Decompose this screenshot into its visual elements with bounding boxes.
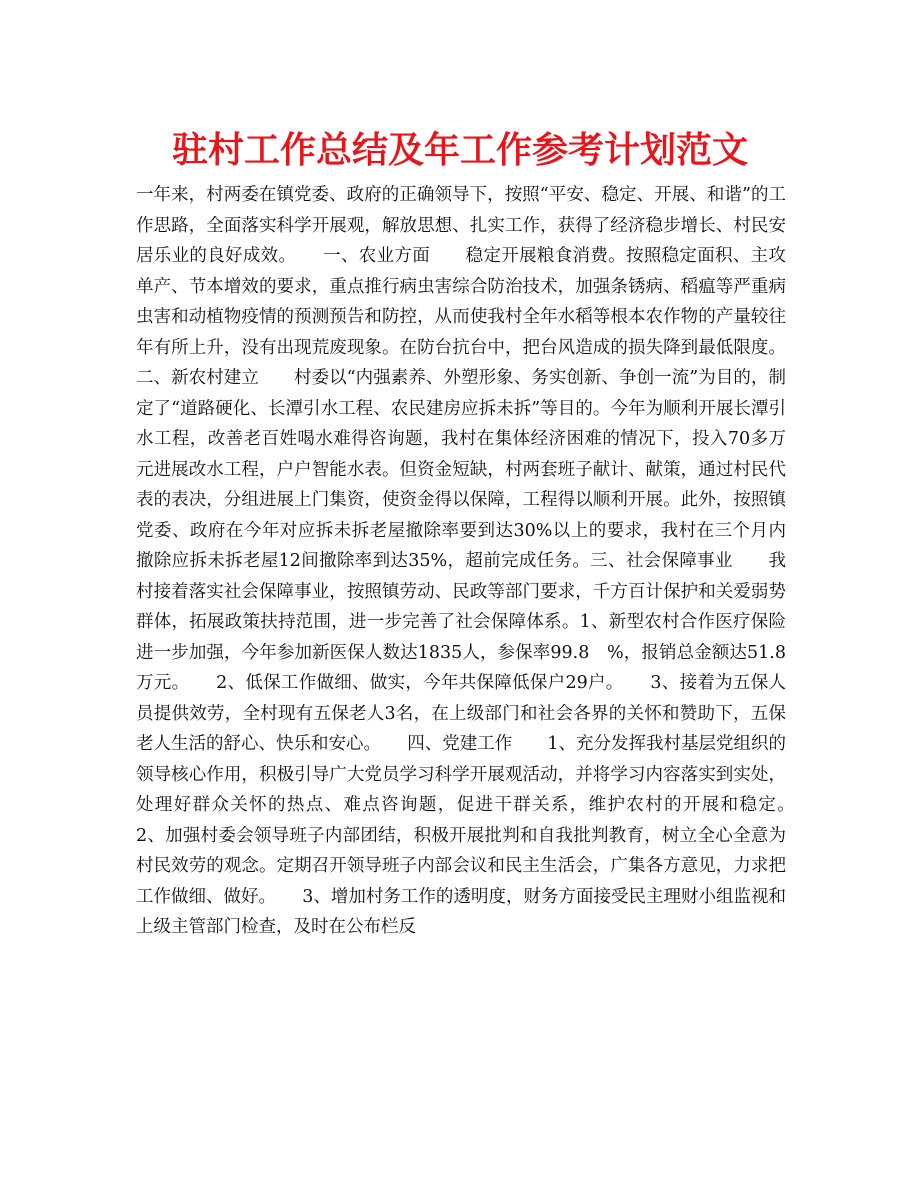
document-body-text: 一年来，村两委在镇党委、政府的正确领导下，按照“平安、稳定、开展、和谐”的工作思路，全面落实科学开展观，解放思想、扎实工作，获得了经济稳步增长、村民安居乐业的良好成效。 一、农业方面 稳定开展粮食消费。按照稳定面积、主攻单产、节本增效的要求，重点推行病虫害综合防治技术，加强条锈病、稻瘟等严重病虫害和动植物疫情的预测预告和防控，从而使我村全年水稻等根本农作物的产量较往年有所上升，没有出现荒废现象。在防台抗台中，把台风造成的损失降到最低限度。二、新农村建立 村委以“内强素养、外塑形象、务实创新、争创一流”为目的，制定了“道路硬化、长潭引水工程、农民建房应拆未拆”等目的。今年为顺利开展长潭引水工程，改善老百姓喝水难得咨询题，我村在集体经济困难的情况下，投入70多万元进展改水工程，户户智能水表。但资金短缺，村两套班子献计、献策，通过村民代表的表决，分组进展上门集资，使资金得以保障，工程得以顺利开展。此外，按照镇党委、政府在今年对应拆未拆老屋撤除率要到达30%以上的要求，我村在三个月内撤除应拆未拆老屋12间撤除率到达35%，超前完成任务。三、社会保障事业 我村接着落实社会保障事业，按照镇劳动、民政等部门要求，千方百计保护和关爱弱势群体，拓展政策扶持范围，进一步完善了社会保障体系。1、新型农村合作医疗保险进一步加强，今年参加新医保人数达1835人，参保率99.8 %，报销总金额达51.8万元。 2、低保工作做细、做实，今年共保障低保户29户。 3、接着为五保人员提供效劳，全村现有五保老人3名，在上级部门和社会各界的关怀和赞助下，五保老人生活的舒心、快乐和安心。 四、党建工作 1、充分发挥我村基层党组织的领导核心作用，积极引导广大党员学习科学开展观活动，并将学习内容落实到实处，处理好群众关怀的热点、难点咨询题，促进干群关系，维护农村的开展和稳定。 2、加强村委会领导班子内部团结，积极开展批判和自我批判教育，树立全心全意为村民效劳的观念。定期召开领导班子内部会议和民主生活会，广集各方意见，力求把工作做细、做好。 3、增加村务工作的透明度，财务方面接受民主理财小组监视和上级主管部门检查，及时在公布栏反 bbox=[136, 185, 821, 937]
document-title: 驻村工作总结及年工作参考计划范文 bbox=[171, 130, 748, 171]
